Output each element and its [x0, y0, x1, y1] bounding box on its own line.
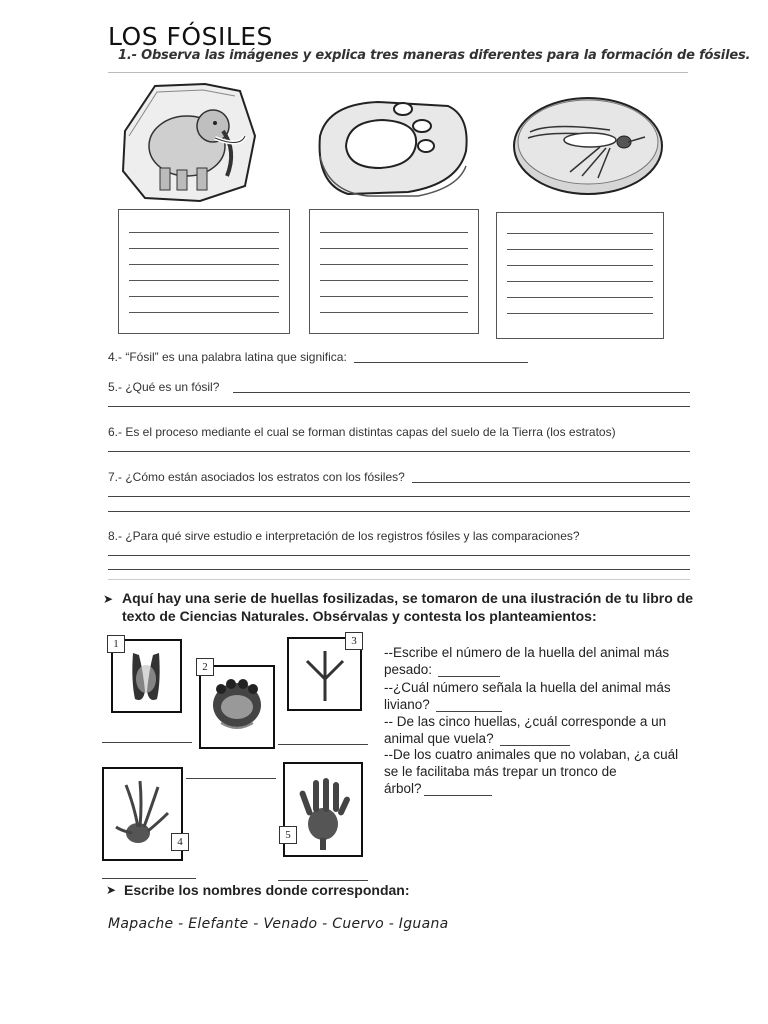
- question-4: 4.- “Fósil” es una palabra latina que significa:: [108, 350, 347, 364]
- name-line-5[interactable]: [278, 880, 368, 881]
- fp-question-b-line1: --¿Cuál número señala la huella del animal más: [384, 680, 671, 695]
- footprint-number-4: 4: [171, 833, 189, 851]
- divider: [108, 72, 688, 73]
- fp-answer-a[interactable]: [438, 676, 500, 677]
- question-6: 6.- Es el proceso mediante el cual se forman distintas capas del suelo de la Tierra (los estratos): [108, 425, 616, 439]
- answer-box-2[interactable]: [309, 209, 479, 334]
- answer-line-7c[interactable]: [108, 511, 690, 512]
- question-5: 5.- ¿Qué es un fósil?: [108, 380, 220, 394]
- fp-question-c-line1: -- De las cinco huellas, ¿cuál corresponde a un: [384, 714, 667, 729]
- footprint-number-2: 2: [196, 658, 214, 676]
- fp-question-b-line2: liviano?: [384, 697, 430, 712]
- insect-in-amber-icon: [510, 92, 666, 200]
- question-1: 1.- Observa las imágenes y explica tres maneras diferentes para la formación de fósiles.: [118, 48, 751, 63]
- question-7: 7.- ¿Cómo están asociados los estratos con los fósiles?: [108, 470, 405, 484]
- page-title: LOS FÓSILES: [108, 22, 273, 51]
- divider: [108, 579, 690, 580]
- fp-question-d-line1: --De los cuatro animales que no volaban, ¿a cuál: [384, 747, 679, 762]
- footprint-number-1: 1: [107, 635, 125, 653]
- fp-answer-d[interactable]: [424, 795, 492, 796]
- names-list: Mapache - Elefante - Venado - Cuervo - Iguana: [108, 916, 449, 932]
- section-names-title: Escribe los nombres donde correspondan:: [124, 882, 410, 898]
- footprint-number-5: 5: [279, 826, 297, 844]
- fp-question-a-line1: --Escribe el número de la huella del animal más: [384, 645, 670, 660]
- answer-line-4[interactable]: [354, 362, 528, 363]
- fp-answer-b[interactable]: [436, 711, 502, 712]
- fp-question-d-line3: árbol?: [384, 781, 422, 796]
- answer-line-5b[interactable]: [108, 406, 690, 407]
- footprint-number-3: 3: [345, 632, 363, 650]
- arrow-bullet-icon: ➤: [103, 592, 114, 606]
- fp-question-a-line2: pesado:: [384, 662, 433, 677]
- name-line-4[interactable]: [186, 778, 276, 779]
- name-line-1[interactable]: [102, 742, 192, 743]
- answer-line-8b[interactable]: [108, 569, 690, 570]
- section-huellas-line2: texto de Ciencias Naturales. Obsérvalas y contesta los planteamientos:: [122, 608, 597, 624]
- mammoth-in-ice-icon: [115, 76, 265, 206]
- fp-question-d-line2: se le facilitaba más trepar un tronco de: [384, 764, 617, 779]
- name-line-2[interactable]: [278, 744, 368, 745]
- name-line-4b[interactable]: [102, 878, 196, 879]
- lizard-print-icon: [104, 769, 181, 859]
- section-huellas-line1: Aquí hay una serie de huellas fosilizadas, se tomaron de una ilustración de tu libro de: [122, 590, 694, 606]
- answer-line-6[interactable]: [108, 451, 690, 452]
- answer-line-5a[interactable]: [233, 392, 690, 393]
- footprint-fossil-icon: [308, 96, 476, 200]
- fp-question-c-line2: animal que vuela?: [384, 731, 494, 746]
- arrow-bullet-icon: ➤: [106, 883, 117, 897]
- answer-box-3[interactable]: [496, 212, 664, 339]
- answer-line-7a[interactable]: [412, 482, 690, 483]
- answer-line-7b[interactable]: [108, 496, 690, 497]
- footprint-2: [199, 665, 275, 749]
- question-8: 8.- ¿Para qué sirve estudio e interpretación de los registros fósiles y las comparaciones?: [108, 529, 580, 543]
- paw-print-icon: [201, 667, 273, 747]
- answer-line-8a[interactable]: [108, 555, 690, 556]
- answer-box-1[interactable]: [118, 209, 290, 334]
